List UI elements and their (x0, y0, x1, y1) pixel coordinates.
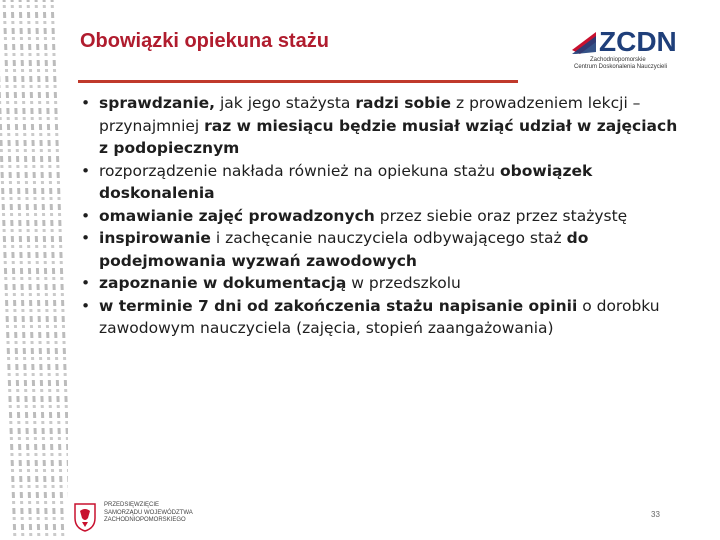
bullet-text: z prowadzeniem lekcji – przynajmniej (99, 94, 641, 135)
bullet-text-bold: raz w miesiącu będzie musiał wziąć udział w zajęciach z podopiecznym (99, 116, 678, 157)
footer-line-3: ZACHODNIOPOMORSKIEGO (104, 517, 186, 523)
bullet-item (78, 205, 678, 228)
logo-wordmark: ZCDN (599, 26, 677, 57)
bullet-text-bold: inspirowanie (99, 229, 211, 247)
bullet-text-bold: omawianie zajęć prowadzonych (99, 206, 375, 225)
bullet-item (78, 295, 678, 340)
bullet-text-bold: obowiązek doskonalenia (99, 161, 593, 202)
footer-line-2: SAMORZĄDU WOJEWÓDZTWA (104, 509, 193, 516)
bullet-text: przez siebie oraz przez stażystę (374, 206, 628, 225)
bullet-text: i zachęcanie nauczyciela odbywającego staż (210, 229, 567, 247)
bullet-item (78, 227, 678, 272)
bullet-text-bold: w terminie 7 dni od zakończenia stażu napisanie opinii (99, 296, 578, 315)
bullet-text: w przedszkolu (346, 274, 461, 292)
bullet-text: jak jego stażysta (215, 94, 356, 112)
bullet-item (78, 92, 678, 160)
bullet-text: o dorobku zawodowym nauczyciela (zajęcia, stopień zaangażowania) (99, 296, 660, 337)
bullet-text-bold: do podejmowania wyzwań zawodowych (99, 229, 589, 270)
handwriting-background-decoration (0, 0, 68, 540)
footer-caption (104, 502, 193, 525)
logo-subtitle-1: Zachodniopomorskie (590, 57, 646, 63)
regional-emblem-icon (72, 502, 98, 532)
title-underline (78, 80, 518, 83)
page-number: 33 (651, 510, 660, 519)
slide-title: Obowiązki opiekuna stażu (80, 30, 329, 52)
bullet-text-bold: sprawdzanie, (99, 94, 216, 112)
bullet-item (78, 160, 678, 205)
bullet-text-bold: radzi sobie (355, 94, 452, 112)
bullet-list (78, 92, 678, 340)
logo-subtitle-2: Centrum Doskonalenia Nauczycieli (574, 64, 668, 70)
footer-line-1: PRZEDSIĘWZIĘCIE (104, 502, 160, 508)
bullet-text: rozporządzenie nakłada również na opiekuna stażu (99, 161, 500, 180)
bullet-text-bold: zapoznanie w dokumentacją (99, 274, 347, 292)
bullet-item (78, 272, 678, 295)
